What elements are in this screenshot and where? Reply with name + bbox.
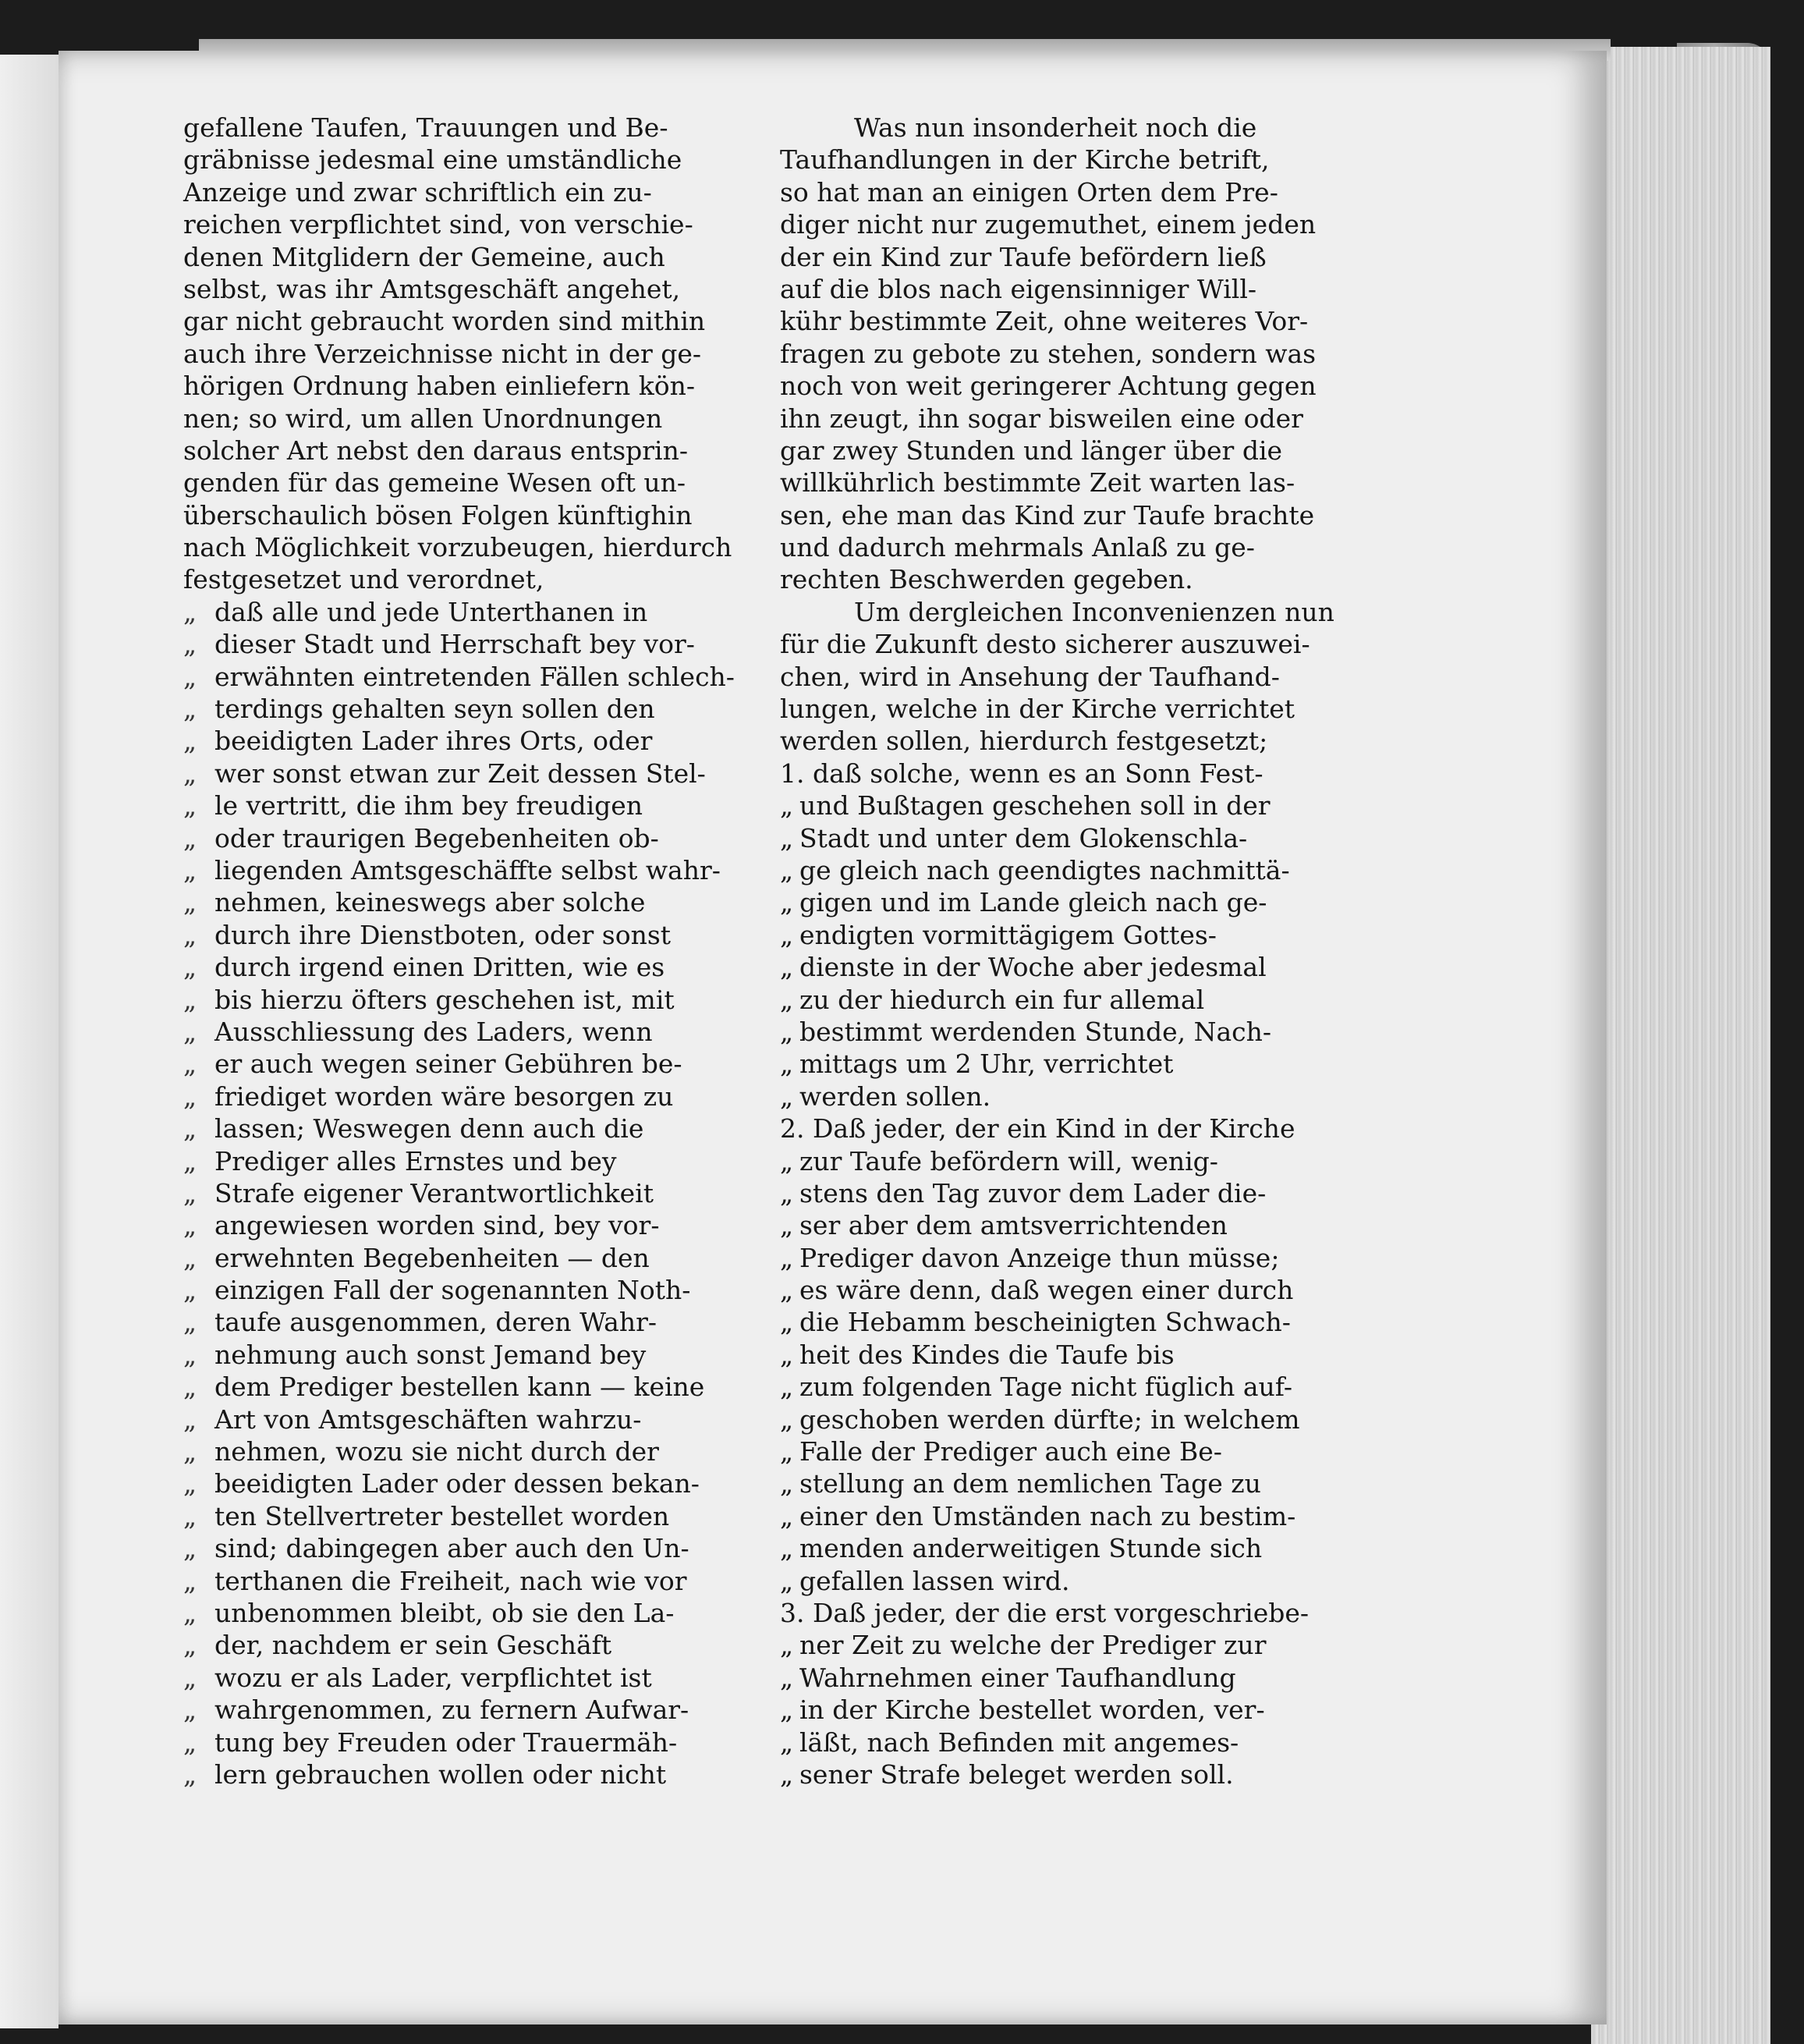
text-line [780, 1274, 1427, 1306]
quote-marker: „ [183, 629, 197, 660]
line-text: es wäre denn, daß wegen einer durch [799, 1275, 1294, 1306]
quote-marker: „ [183, 1597, 197, 1628]
text-line [183, 1371, 807, 1403]
line-text: le vertritt, die ihm bey freudigen [214, 790, 643, 822]
text-line [780, 1242, 1427, 1274]
line-text: der ein Kind zur Taufe befördern ließ [780, 241, 1267, 272]
text-line [780, 403, 1427, 435]
text-line [183, 144, 807, 176]
line-text: solcher Art nebst den daraus entsprin- [183, 435, 688, 466]
book-page [58, 51, 1607, 2024]
text-line [183, 1339, 807, 1371]
text-line [183, 1081, 807, 1112]
line-text: kühr bestimmte Zeit, ohne weiteres Vor- [780, 306, 1309, 337]
text-line [183, 1758, 807, 1790]
line-text: beeidigten Lader ihres Orts, oder [214, 726, 653, 757]
quote-marker: „ [183, 1533, 197, 1564]
text-line [183, 1694, 807, 1726]
quote-marker: „ [780, 1403, 794, 1435]
text-line [183, 1467, 807, 1499]
text-line [780, 1403, 1427, 1435]
text-line [183, 596, 807, 628]
quote-marker: „ [780, 1726, 794, 1758]
line-text: zu der hiedurch ein fur allemal [799, 984, 1205, 1015]
text-line [780, 693, 1427, 725]
text-line [780, 144, 1427, 176]
line-text: Stadt und unter dem Glokenschla- [799, 822, 1248, 853]
text-line [780, 758, 1427, 790]
text-line [183, 886, 807, 918]
line-text: nehmen, keineswegs aber solche [214, 887, 646, 918]
quote-marker: „ [780, 1049, 794, 1080]
text-line [183, 370, 807, 402]
text-line [780, 273, 1427, 305]
page-block-edge [1591, 47, 1770, 2044]
text-line [183, 1662, 807, 1694]
line-text: lern gebrauchen wollen oder nicht [214, 1758, 667, 1790]
text-line [780, 1048, 1427, 1080]
text-line [780, 790, 1427, 822]
line-text: willkührlich bestimmte Zeit warten las- [780, 467, 1295, 499]
line-text: gigen und im Lande gleich nach ge- [799, 887, 1267, 918]
quote-marker: „ [183, 1016, 197, 1047]
line-text: einer den Umständen nach zu bestim- [799, 1500, 1296, 1531]
text-line [780, 1629, 1427, 1661]
line-text: wahrgenommen, zu fernern Aufwar- [214, 1694, 689, 1726]
text-line [780, 854, 1427, 886]
text-line [780, 1306, 1427, 1338]
line-text: ihn zeugt, ihn sogar bisweilen eine oder [780, 403, 1303, 434]
quote-marker: „ [183, 1662, 197, 1693]
text-line [780, 1565, 1427, 1597]
text-line [183, 338, 807, 370]
line-text: zum folgenden Tage nicht füglich auf- [799, 1372, 1292, 1403]
line-text: stellung an dem nemlichen Tage zu [799, 1468, 1261, 1499]
line-text: und Bußtagen geschehen soll in der [799, 790, 1271, 822]
line-text: sind; dabingegen aber auch den Un- [214, 1533, 689, 1564]
line-text: lungen, welche in der Kirche verrichtet [780, 694, 1295, 725]
text-line [183, 241, 807, 273]
line-text: tung bey Freuden oder Trauermäh- [214, 1726, 678, 1758]
quote-marker: „ [780, 822, 794, 853]
line-text: diger nicht nur zugemuthet, einem jeden [780, 209, 1317, 240]
text-line [183, 112, 807, 144]
text-line [183, 273, 807, 305]
text-line [183, 661, 807, 693]
line-text: der, nachdem er sein Geschäft [214, 1630, 612, 1661]
quote-marker: „ [780, 952, 794, 983]
text-line [780, 1112, 1427, 1144]
text-line [183, 790, 807, 822]
text-line [780, 1081, 1427, 1112]
line-text: Prediger davon Anzeige thun müsse; [799, 1242, 1280, 1273]
text-line [183, 1532, 807, 1564]
text-line [780, 1209, 1427, 1241]
line-text: Art von Amtsgeschäften wahrzu- [214, 1403, 642, 1435]
line-text: stens den Tag zuvor dem Lader die- [799, 1177, 1267, 1208]
text-line [780, 370, 1427, 402]
text-line [183, 1629, 807, 1661]
quote-marker: „ [183, 854, 197, 885]
text-line [183, 1242, 807, 1274]
quote-marker: „ [780, 1177, 794, 1208]
text-line [183, 563, 807, 595]
line-text: chen, wird in Ansehung der Taufhand- [780, 661, 1280, 692]
text-line [183, 628, 807, 660]
quote-marker: „ [183, 726, 197, 757]
line-text: Ausschliessung des Laders, wenn [214, 1016, 653, 1047]
quote-marker: „ [183, 822, 197, 853]
quote-marker: „ [780, 1242, 794, 1273]
text-line [183, 176, 807, 208]
text-line [183, 403, 807, 435]
quote-marker: „ [183, 1500, 197, 1531]
quote-marker: „ [183, 1630, 197, 1661]
right-text-column [780, 112, 1427, 1790]
line-text: fragen zu gebote zu stehen, sondern was [780, 338, 1317, 369]
quote-marker: „ [183, 1275, 197, 1306]
text-line [780, 435, 1427, 467]
line-text: ner Zeit zu welche der Prediger zur [799, 1630, 1267, 1661]
line-text: beeidigten Lader oder dessen bekan- [214, 1468, 700, 1499]
line-text: nach Möglichkeit vorzubeugen, hierdurch [183, 532, 732, 563]
quote-marker: „ [183, 1049, 197, 1080]
text-line [183, 1726, 807, 1758]
line-text: taufe ausgenommen, deren Wahr- [214, 1307, 657, 1338]
quote-marker: „ [780, 1210, 794, 1241]
text-line [780, 919, 1427, 951]
line-text: heit des Kindes die Taufe bis [799, 1339, 1175, 1370]
line-text: wozu er als Lader, verpflichtet ist [214, 1662, 652, 1693]
quote-marker: „ [183, 1113, 197, 1144]
text-line [780, 531, 1427, 563]
line-text: gar zwey Stunden und länger über die [780, 435, 1283, 466]
line-text: gefallene Taufen, Trauungen und Be- [183, 112, 668, 143]
line-text: wer sonst etwan zur Zeit dessen Stel- [214, 758, 706, 789]
quote-marker: „ [183, 1694, 197, 1726]
line-text: in der Kirche bestellet worden, ver- [799, 1694, 1265, 1726]
line-text: hörigen Ordnung haben einliefern kön- [183, 371, 696, 402]
text-line [780, 984, 1427, 1016]
line-text: durch ihre Dienstboten, oder sonst [214, 919, 672, 950]
line-text: reichen verpflichtet sind, von verschie- [183, 209, 693, 240]
quote-marker: „ [780, 887, 794, 918]
text-line [780, 112, 1427, 144]
line-text: genden für das gemeine Wesen oft un- [183, 467, 686, 499]
quote-marker: „ [780, 1565, 794, 1596]
line-text: oder traurigen Begebenheiten ob- [214, 822, 659, 853]
text-line [183, 725, 807, 757]
quote-marker: „ [780, 1016, 794, 1047]
quote-marker: „ [183, 1372, 197, 1403]
text-line [780, 305, 1427, 337]
line-text: geschoben werden dürfte; in welchem [799, 1403, 1300, 1435]
line-text: angewiesen worden sind, bey vor- [214, 1210, 660, 1241]
text-line [183, 1209, 807, 1241]
quote-marker: „ [183, 758, 197, 789]
text-line [183, 693, 807, 725]
line-text: und dadurch mehrmals Anlaß zu ge- [780, 532, 1255, 563]
quote-marker: „ [780, 1372, 794, 1403]
text-line [780, 1016, 1427, 1048]
quote-marker: „ [780, 1436, 794, 1467]
quote-marker: „ [780, 1468, 794, 1499]
text-line [780, 1532, 1427, 1564]
line-text: daß alle und jede Unterthanen in [214, 596, 648, 627]
quote-marker: „ [183, 952, 197, 983]
line-text: Um dergleichen Inconvenienzen nun [854, 596, 1334, 627]
line-text: überschaulich bösen Folgen künftighin [183, 499, 693, 531]
line-text: ge gleich nach geendigtes nachmittä- [799, 854, 1290, 885]
quote-marker: „ [780, 790, 794, 822]
quote-marker: „ [780, 854, 794, 885]
text-line [780, 208, 1427, 240]
text-line [183, 1597, 807, 1629]
facing-page-edge [0, 55, 58, 2028]
line-text: für die Zukunft desto sicherer auszuwei- [780, 629, 1310, 660]
line-text: selbst, was ihr Amtsgeschäft angehet, [183, 273, 681, 304]
line-text: 3. Daß jeder, der die erst vorgeschriebe- [780, 1597, 1310, 1628]
text-line [780, 1662, 1427, 1694]
line-text: nen; so wird, um allen Unordnungen [183, 403, 663, 434]
text-line [780, 951, 1427, 983]
quote-marker: „ [183, 1726, 197, 1758]
text-line [183, 951, 807, 983]
text-line [780, 1597, 1427, 1629]
text-line [183, 467, 807, 499]
text-line [780, 1726, 1427, 1758]
quote-marker: „ [780, 1500, 794, 1531]
text-line [780, 886, 1427, 918]
quote-marker: „ [780, 1533, 794, 1564]
text-line [780, 628, 1427, 660]
line-text: endigten vormittägigem Gottes- [799, 919, 1217, 950]
text-line [183, 305, 807, 337]
text-line [183, 499, 807, 531]
line-text: auch ihre Verzeichnisse nicht in der ge- [183, 338, 702, 369]
quote-marker: „ [183, 1307, 197, 1338]
line-text: noch von weit geringerer Achtung gegen [780, 371, 1317, 402]
line-text: terdings gehalten seyn sollen den [214, 694, 655, 725]
text-line [780, 822, 1427, 854]
quote-marker: „ [183, 1468, 197, 1499]
text-line [780, 1467, 1427, 1499]
line-text: nehmung auch sonst Jemand bey [214, 1339, 647, 1370]
line-text: werden sollen. [799, 1081, 991, 1112]
line-text: liegenden Amtsgeschäffte selbst wahr- [214, 854, 721, 885]
quote-marker: „ [183, 1758, 197, 1790]
left-text-column [183, 112, 807, 1790]
text-line [780, 1371, 1427, 1403]
quote-marker: „ [183, 790, 197, 822]
text-line [780, 1435, 1427, 1467]
quote-marker: „ [183, 694, 197, 725]
line-text: bestimmt werdenden Stunde, Nach- [799, 1016, 1272, 1047]
quote-marker: „ [780, 1694, 794, 1726]
line-text: Prediger alles Ernstes und bey [214, 1145, 617, 1176]
text-line [183, 531, 807, 563]
quote-marker: „ [780, 919, 794, 950]
line-text: einzigen Fall der sogenannten Noth- [214, 1275, 691, 1306]
quote-marker: „ [183, 1436, 197, 1467]
quote-marker: „ [183, 919, 197, 950]
text-line [780, 725, 1427, 757]
line-text: terthanen die Freiheit, nach wie vor [214, 1565, 687, 1596]
line-text: unbenommen bleibt, ob sie den La- [214, 1597, 675, 1628]
line-text: dienste in der Woche aber jedesmal [799, 952, 1267, 983]
quote-marker: „ [780, 984, 794, 1015]
line-text: bis hierzu öfters geschehen ist, mit [214, 984, 675, 1015]
quote-marker: „ [183, 1177, 197, 1208]
quote-marker: „ [780, 1081, 794, 1112]
quote-marker: „ [780, 1339, 794, 1370]
text-line [183, 1403, 807, 1435]
quote-marker: „ [183, 1145, 197, 1176]
quote-marker: „ [183, 1242, 197, 1273]
text-line [183, 1145, 807, 1177]
line-text: Falle der Prediger auch eine Be- [799, 1436, 1222, 1467]
text-line [780, 338, 1427, 370]
line-text: durch irgend einen Dritten, wie es [214, 952, 665, 983]
text-line [780, 1500, 1427, 1532]
line-text: werden sollen, hierdurch festgesetzt; [780, 726, 1268, 757]
text-line [183, 1274, 807, 1306]
line-text: festgesetzet und verordnet, [183, 564, 544, 595]
line-text: sener Strafe beleget werden soll. [799, 1758, 1234, 1790]
line-text: Was nun insonderheit noch die [854, 112, 1257, 143]
quote-marker: „ [183, 1565, 197, 1596]
line-text: rechten Beschwerden gegeben. [780, 564, 1193, 595]
quote-marker: „ [780, 1758, 794, 1790]
text-line [780, 596, 1427, 628]
text-line [183, 758, 807, 790]
line-text: gefallen lassen wird. [799, 1565, 1070, 1596]
quote-marker: „ [183, 596, 197, 627]
line-text: Wahrnehmen einer Taufhandlung [799, 1662, 1236, 1693]
text-line [183, 984, 807, 1016]
line-text: läßt, nach Befinden mit angemes- [799, 1726, 1239, 1758]
quote-marker: „ [183, 984, 197, 1015]
line-text: Taufhandlungen in der Kirche betrift, [780, 144, 1270, 176]
line-text: nehmen, wozu sie nicht durch der [214, 1436, 659, 1467]
line-text: gräbnisse jedesmal eine umständliche [183, 144, 682, 176]
line-text: erwehnten Begebenheiten — den [214, 1242, 650, 1273]
line-text: zur Taufe befördern will, wenig- [799, 1145, 1218, 1176]
text-line [183, 1435, 807, 1467]
text-line [780, 499, 1427, 531]
text-line [183, 1177, 807, 1209]
text-line [183, 822, 807, 854]
line-text: auf die blos nach eigensinniger Will- [780, 273, 1257, 304]
text-line [183, 1048, 807, 1080]
quote-marker: „ [780, 1145, 794, 1176]
text-line [183, 919, 807, 951]
quote-marker: „ [183, 1339, 197, 1370]
text-line [183, 1565, 807, 1597]
text-line [183, 1112, 807, 1144]
quote-marker: „ [780, 1307, 794, 1338]
quote-marker: „ [183, 661, 197, 692]
text-line [780, 1339, 1427, 1371]
line-text: 2. Daß jeder, der ein Kind in der Kirche [780, 1113, 1295, 1144]
quote-marker: „ [183, 1403, 197, 1435]
line-text: Strafe eigener Verantwortlichkeit [214, 1177, 654, 1208]
quote-marker: „ [780, 1662, 794, 1693]
text-line [780, 1694, 1427, 1726]
text-line [183, 1016, 807, 1048]
quote-marker: „ [183, 1210, 197, 1241]
text-line [183, 854, 807, 886]
text-line [780, 1177, 1427, 1209]
text-line [780, 563, 1427, 595]
line-text: erwähnten eintretenden Fällen schlech- [214, 661, 735, 692]
line-text: friediget worden wäre besorgen zu [214, 1081, 674, 1112]
line-text: denen Mitglidern der Gemeine, auch [183, 241, 665, 272]
text-line [780, 467, 1427, 499]
line-text: dem Prediger bestellen kann — keine [214, 1372, 705, 1403]
line-text: dieser Stadt und Herrschaft bey vor- [214, 629, 695, 660]
quote-marker: „ [183, 1081, 197, 1112]
quote-marker: „ [780, 1630, 794, 1661]
line-text: sen, ehe man das Kind zur Taufe brachte [780, 499, 1315, 531]
quote-marker: „ [183, 887, 197, 918]
line-text: die Hebamm bescheinigten Schwach- [799, 1307, 1291, 1338]
line-text: Anzeige und zwar schriftlich ein zu- [183, 176, 652, 208]
line-text: menden anderweitigen Stunde sich [799, 1533, 1263, 1564]
line-text: ser aber dem amtsverrichtenden [799, 1210, 1228, 1241]
text-line [183, 1500, 807, 1532]
line-text: mittags um 2 Uhr, verrichtet [799, 1049, 1174, 1080]
text-line [183, 435, 807, 467]
text-line [183, 208, 807, 240]
line-text: ten Stellvertreter bestellet worden [214, 1500, 670, 1531]
quote-marker: „ [780, 1275, 794, 1306]
line-text: so hat man an einigen Orten dem Pre- [780, 176, 1278, 208]
line-text: lassen; Weswegen denn auch die [214, 1113, 644, 1144]
line-text: gar nicht gebraucht worden sind mithin [183, 306, 706, 337]
text-line [183, 1306, 807, 1338]
line-text: 1. daß solche, wenn es an Sonn Fest- [780, 758, 1264, 789]
line-text: er auch wegen seiner Gebühren be- [214, 1049, 682, 1080]
text-line [780, 1145, 1427, 1177]
text-line [780, 1758, 1427, 1790]
text-line [780, 176, 1427, 208]
text-line [780, 241, 1427, 273]
text-line [780, 661, 1427, 693]
